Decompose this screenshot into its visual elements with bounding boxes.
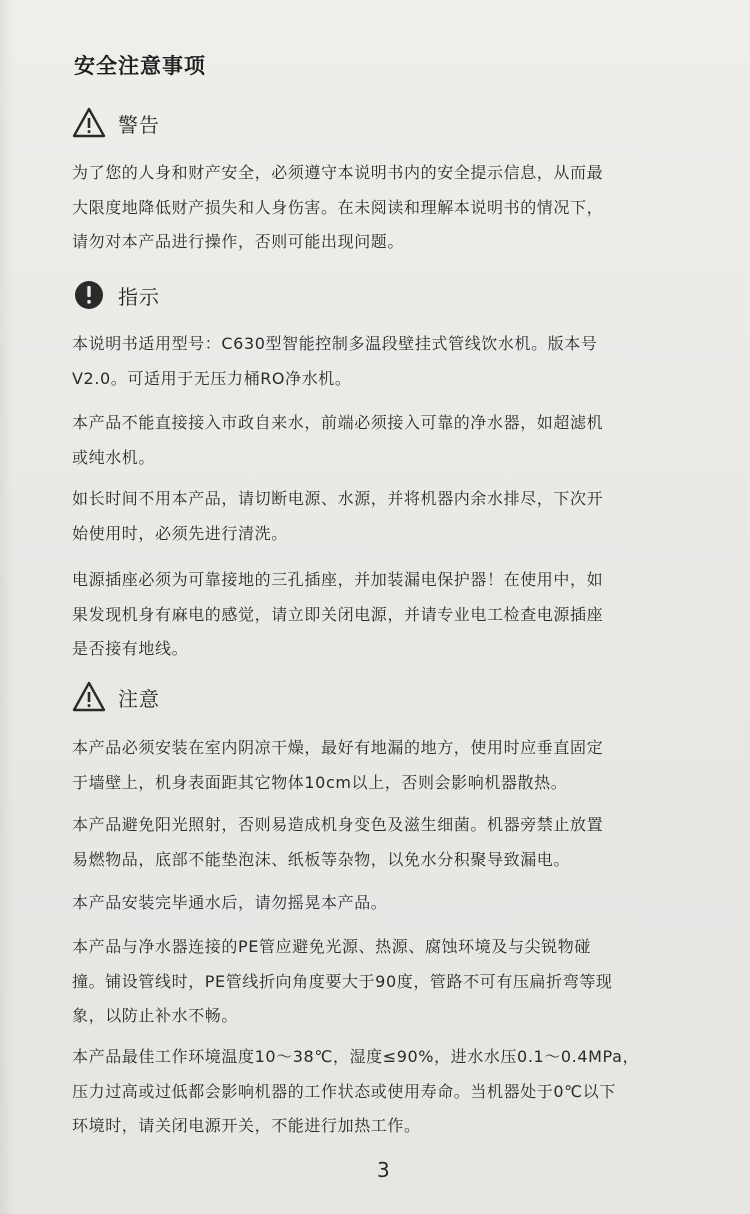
paragraph-line: 或纯水机。 xyxy=(72,447,156,467)
paragraph-line: 果发现机身有麻电的感觉，请立即关闭电源，并请专业电工检查电源插座 xyxy=(72,604,604,624)
paragraph-line: 是否接有地线。 xyxy=(72,639,189,658)
caution-paragraph-1 xyxy=(72,731,694,800)
exclamation-circle-icon xyxy=(72,278,106,312)
page-number: 3 xyxy=(377,1158,390,1182)
caution-paragraph-3 xyxy=(72,886,694,921)
paragraph-line: 如长时间不用本产品，请切断电源、水源，并将机器内余水排尽，下次开 xyxy=(72,489,604,508)
paragraph-line: 电源插座必须为可靠接地的三孔插座，并加装漏电保护器！在使用中，如 xyxy=(72,570,604,589)
instruction-paragraph-3 xyxy=(72,482,694,551)
caution-paragraph-2 xyxy=(72,808,694,877)
paragraph-line: 请勿对本产品进行操作，否则可能出现问题。 xyxy=(72,232,405,251)
paragraph-line: 为了您的人身和财产安全，必须遵守本说明书内的安全提示信息，从而最 xyxy=(72,163,604,182)
caution-paragraph-5 xyxy=(72,1040,694,1144)
paragraph-line: V2.0。可适用于无压力桶RO净水机。 xyxy=(72,368,352,388)
paragraph-line: 环境时，请关闭电源开关，不能进行加热工作。 xyxy=(72,1116,421,1135)
paragraph-line: 本产品不能直接接入市政自来水，前端必须接入可靠的净水器，如超滤机 xyxy=(72,413,604,432)
warning-heading-label: 警告 xyxy=(118,112,160,137)
page-title: 安全注意事项 xyxy=(74,54,206,78)
warning-heading xyxy=(72,106,160,140)
warning-paragraph xyxy=(72,156,694,260)
paragraph-line: 本产品必须安装在室内阴凉干燥，最好有地漏的地方，使用时应垂直固定 xyxy=(72,738,604,757)
caution-heading xyxy=(72,680,160,714)
paragraph-line: 始使用时，必须先进行清洗。 xyxy=(72,523,288,543)
warning-triangle-icon xyxy=(72,106,106,140)
caution-heading-label: 注意 xyxy=(118,686,160,711)
instruction-paragraph-1 xyxy=(72,327,694,396)
instruction-heading-label: 指示 xyxy=(118,284,160,309)
instruction-heading xyxy=(72,278,160,312)
paragraph-line: 大限度地降低财产损失和人身伤害。在未阅读和理解本说明书的情况下， xyxy=(72,197,604,217)
warning-triangle-icon xyxy=(72,680,106,714)
paragraph-line: 压力过高或过低都会影响机器的工作状态或使用寿命。当机器处于0℃以下 xyxy=(72,1081,616,1101)
paragraph-line: 于墙壁上，机身表面距其它物体10cm以上，否则会影响机器散热。 xyxy=(72,772,568,792)
paragraph-line: 本产品安装完毕通水后，请勿摇晃本产品。 xyxy=(72,893,388,912)
paragraph-line: 本产品最佳工作环境温度10～38℃，湿度≤90%，进水水压0.1～0.4MPa， xyxy=(72,1047,640,1066)
paragraph-line: 象，以防止补水不畅。 xyxy=(72,1006,239,1025)
paragraph-line: 撞。铺设管线时，PE管线折向角度要大于90度，管路不可有压扁折弯等现 xyxy=(72,971,613,991)
paragraph-line: 易燃物品，底部不能垫泡沫、纸板等杂物，以免水分积聚导致漏电。 xyxy=(72,849,571,869)
paragraph-line: 本说明书适用型号：C630型智能控制多温段壁挂式管线饮水机。版本号 xyxy=(72,334,598,353)
caution-paragraph-4 xyxy=(72,930,694,1034)
paragraph-line: 本产品避免阳光照射，否则易造成机身变色及滋生细菌。机器旁禁止放置 xyxy=(72,815,604,834)
paragraph-line: 本产品与净水器连接的PE管应避免光源、热源、腐蚀环境及与尖锐物碰 xyxy=(72,937,591,956)
instruction-paragraph-4 xyxy=(72,563,694,667)
instruction-paragraph-2 xyxy=(72,406,694,475)
